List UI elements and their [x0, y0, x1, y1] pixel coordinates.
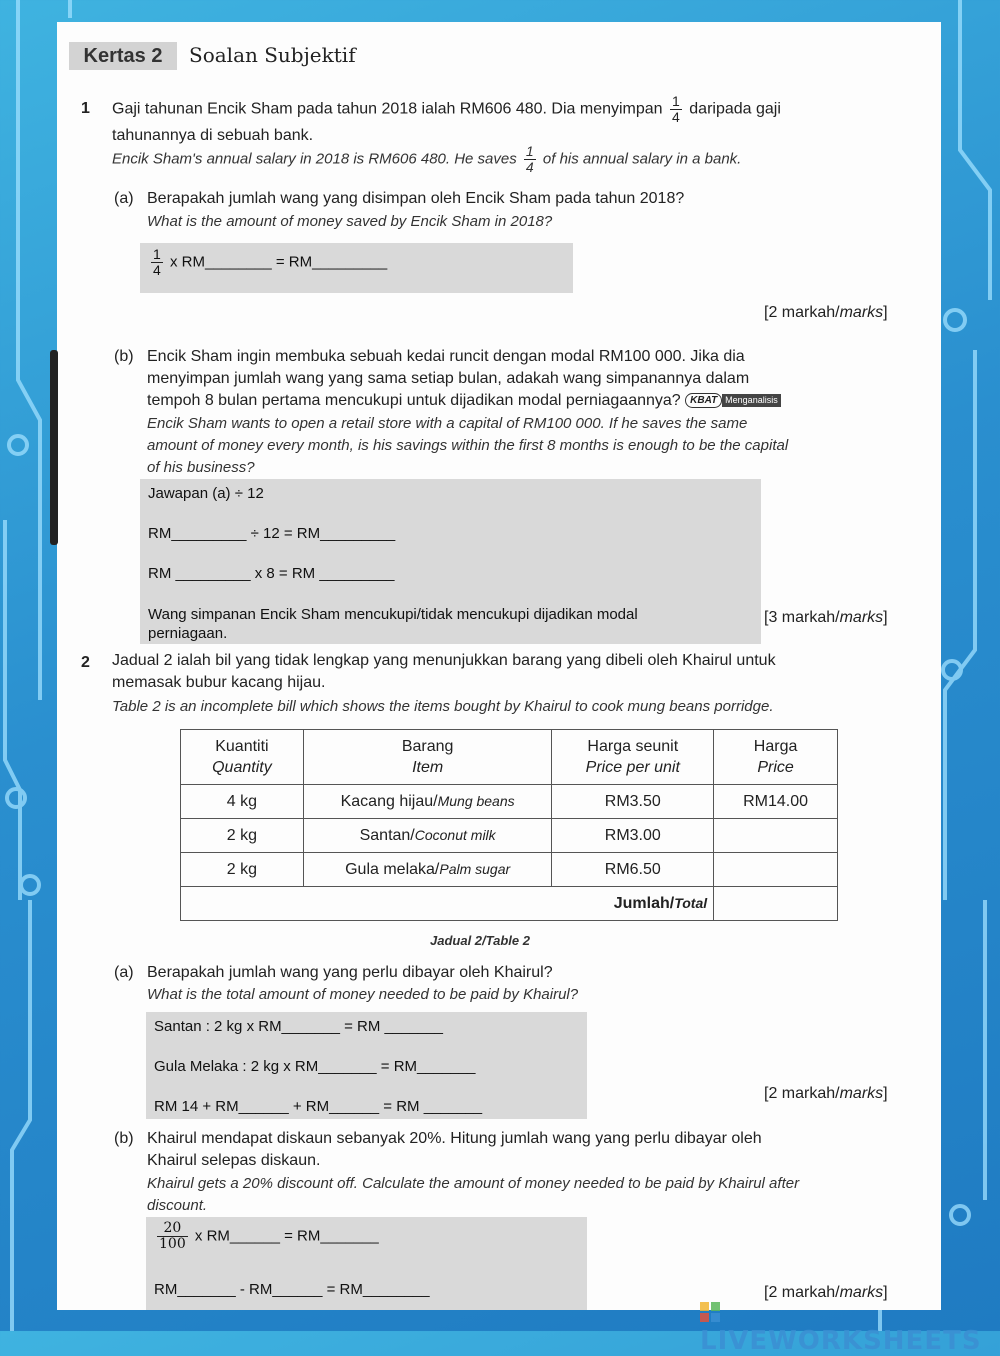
header-item [303, 730, 552, 785]
question-1-number: 1 [81, 100, 90, 117]
item-ms: Kacang hijau/ [340, 792, 438, 810]
q2b-ms-line1: Khairul mendapat diskaun sebanyak 20%. Hitung jumlah wang yang perlu dibayar oleh [147, 1130, 762, 1147]
cell-total-value[interactable] [714, 887, 838, 921]
q2a-text-en: What is the total amount of money needed to be paid by Khairul? [147, 986, 579, 1003]
table-row [181, 819, 838, 853]
q1a-fraction [151, 247, 163, 278]
q1b-work3: RM _________ x 8 = RM _________ [148, 565, 395, 582]
q2-ms-line2: memasak bubur kacang hijau. [112, 674, 326, 691]
fraction-denominator: 4 [525, 159, 534, 175]
marks-end: ] [883, 1085, 888, 1102]
item-en: Palm sugar [439, 860, 511, 877]
total-ms: Jumlah/ [613, 894, 675, 912]
cell-quantity: 2 kg [181, 853, 304, 887]
marks-ms: [3 markah/ [764, 609, 840, 626]
cell-total-label [181, 887, 714, 921]
cell-unit-price: RM6.50 [552, 853, 714, 887]
q1a-working [148, 247, 387, 278]
cell-item [303, 785, 552, 819]
q1-en-part1: Encik Sham's annual salary in 2018 is RM606 480. He saves [112, 150, 517, 168]
q2b-ms-line2: Khairul selepas diskaun. [147, 1152, 321, 1169]
q2a-work2: Gula Melaka : 2 kg x RM_______ = RM_______ [154, 1058, 476, 1075]
liveworksheets-logo [700, 1296, 1000, 1356]
paper-label: Kertas 2 [69, 42, 177, 70]
cell-quantity: 2 kg [181, 819, 304, 853]
marks-ms: [2 markah/ [764, 1284, 840, 1301]
cell-item [303, 853, 552, 887]
header-en: Price [757, 759, 794, 776]
marks-en: marks [839, 1085, 884, 1102]
q2a-work3: RM 14 + RM______ + RM______ = RM _______ [154, 1098, 483, 1115]
marks-ms: [2 markah/ [764, 304, 840, 321]
q1-ms-part1: Gaji tahunan Encik Sham pada tahun 2018 ialah RM606 480. Dia menyimpan [112, 100, 663, 118]
table-header-row [181, 730, 838, 785]
q2b-answer-box[interactable] [146, 1217, 587, 1310]
q1b-en-line1: Encik Sham wants to open a retail store with a capital of RM100 000. If he saves the same [147, 415, 748, 432]
header-ms: Barang [401, 738, 454, 755]
q1-ms-part2: daripada gaji [689, 100, 781, 118]
q1a-text-en: What is the amount of money saved by Encik Sham in 2018? [147, 213, 553, 230]
marks-en: marks [839, 1284, 884, 1301]
question-2-text-ms [112, 650, 941, 694]
q1a-answer-box[interactable] [140, 243, 573, 293]
cell-price-blank[interactable] [714, 853, 838, 887]
bill-table [180, 729, 838, 921]
header-en: Price per unit [585, 759, 680, 776]
header-en: Quantity [212, 759, 272, 776]
q1a-marks [764, 304, 888, 322]
q1b-work2: RM_________ ÷ 12 = RM_________ [148, 525, 396, 542]
cell-price-blank[interactable] [714, 819, 838, 853]
header-quantity [181, 730, 304, 785]
marks-ms: [2 markah/ [764, 1085, 840, 1102]
fraction-numerator: 1 [672, 93, 680, 109]
fraction-numerator: 20 [157, 1221, 188, 1237]
page-title: Soalan Subjektif [189, 43, 356, 67]
q2a-label: (a) [114, 964, 134, 981]
fraction-numerator: 1 [525, 143, 534, 159]
q2b-fraction [157, 1221, 188, 1252]
header-ms: Harga [753, 738, 798, 755]
question-1-text-en [112, 144, 932, 175]
q2b-text-ms [147, 1128, 937, 1172]
question-2-text-en: Table 2 is an incomplete bill which shows the items bought by Khairul to cook mung beans porridge. [112, 698, 774, 715]
q2a-answer-box[interactable] [146, 1012, 587, 1119]
fraction-denominator: 4 [153, 262, 161, 278]
fraction-denominator: 4 [672, 109, 680, 125]
q1a-text-ms: Berapakah jumlah wang yang disimpan oleh Encik Sham pada tahun 2018? [147, 190, 685, 207]
cell-unit-price: RM3.50 [552, 785, 714, 819]
marks-en: marks [839, 609, 884, 626]
q1a-label: (a) [114, 190, 134, 207]
cell-item [303, 819, 552, 853]
q2a-text-ms: Berapakah jumlah wang yang perlu dibayar oleh Khairul? [147, 964, 553, 981]
q1b-en-line2: amount of money every month, is his savings within the first 8 months is enough to be the capital [147, 437, 789, 454]
q2a-work1: Santan : 2 kg x RM_______ = RM _______ [154, 1018, 443, 1035]
question-1-text-ms [112, 94, 932, 147]
fraction-denominator: 100 [159, 1236, 186, 1252]
cell-quantity: 4 kg [181, 785, 304, 819]
cell-price: RM14.00 [714, 785, 838, 819]
q2b-work1-line [154, 1221, 379, 1252]
q2b-en-line2: discount. [147, 1197, 208, 1214]
q1b-text-ms [147, 346, 937, 412]
header-price [714, 730, 838, 785]
q1b-work1: Jawapan (a) ÷ 12 [148, 485, 264, 502]
q1b-text-en [147, 413, 937, 479]
q1-ms-line2: tahunannya di sebuah bank. [112, 127, 314, 144]
q2b-work2: RM_______ - RM______ = RM________ [154, 1281, 430, 1298]
q2b-en-line1: Khairul gets a 20% discount off. Calculate the amount of money needed to be paid by Khairul after [147, 1175, 800, 1192]
item-ms: Gula melaka/ [345, 860, 440, 878]
table-caption: Jadual 2/Table 2 [430, 933, 530, 948]
side-handle [50, 350, 58, 545]
table-total-row [181, 887, 838, 921]
watermark-text: LIVEWORKSHEETS [700, 1326, 982, 1356]
q1b-work4 [148, 605, 748, 643]
worksheet-page [57, 22, 941, 1310]
q1b-answer-box[interactable] [140, 479, 761, 644]
marks-end: ] [883, 304, 888, 321]
item-ms: Santan/ [359, 826, 415, 844]
q1b-ms-line2: menyimpan jumlah wang yang sama setiap bulan, adakah wang simpanannya dalam [147, 370, 750, 387]
header-en: Item [412, 759, 444, 776]
q1a-work-line: x RM________ = RM_________ [169, 253, 388, 271]
q1b-work4-line1: Wang simpanan Encik Sham mencukupi/tidak mencukupi dijadikan modal [148, 606, 638, 623]
q2b-label: (b) [114, 1130, 134, 1147]
table-row [181, 785, 838, 819]
q2b-text-en [147, 1173, 937, 1217]
cell-unit-price: RM3.00 [552, 819, 714, 853]
header-ms: Kuantiti [215, 738, 269, 755]
item-en: Mung beans [437, 792, 515, 809]
q1b-ms-line1: Encik Sham ingin membuka sebuah kedai runcit dengan modal RM100 000. Jika dia [147, 348, 745, 365]
marks-en: marks [839, 304, 884, 321]
q1b-en-line3: of his business? [147, 459, 255, 476]
header-unit-price [552, 730, 714, 785]
q2-ms-line1: Jadual 2 ialah bil yang tidak lengkap yang menunjukkan barang yang dibeli oleh Khairul untuk [112, 652, 776, 669]
q1-fraction [670, 94, 682, 125]
q1-en-part2: of his annual salary in a bank. [542, 150, 742, 168]
liveworksheets-icon [700, 1302, 720, 1322]
q1b-work4-line2: perniagaan. [148, 625, 228, 642]
kbat-level-badge: Menganalisis [722, 394, 781, 407]
q2b-work1: x RM______ = RM_______ [194, 1227, 379, 1245]
q1-fraction-en [524, 144, 536, 175]
kbat-badge: KBAT [685, 393, 722, 408]
marks-end: ] [883, 609, 888, 626]
table-row [181, 853, 838, 887]
item-en: Coconut milk [414, 826, 496, 843]
q1b-ms-line3: tempoh 8 bulan pertama mencukupi untuk dijadikan modal perniagaannya? [147, 392, 681, 409]
header-ms: Harga seunit [587, 738, 679, 755]
q1b-marks [764, 609, 888, 627]
q2a-marks [764, 1085, 888, 1103]
q1b-label: (b) [114, 348, 134, 365]
total-en: Total [674, 894, 708, 911]
fraction-numerator: 1 [153, 246, 161, 262]
question-2-number: 2 [81, 654, 90, 671]
marks-end: ] [883, 1284, 888, 1301]
